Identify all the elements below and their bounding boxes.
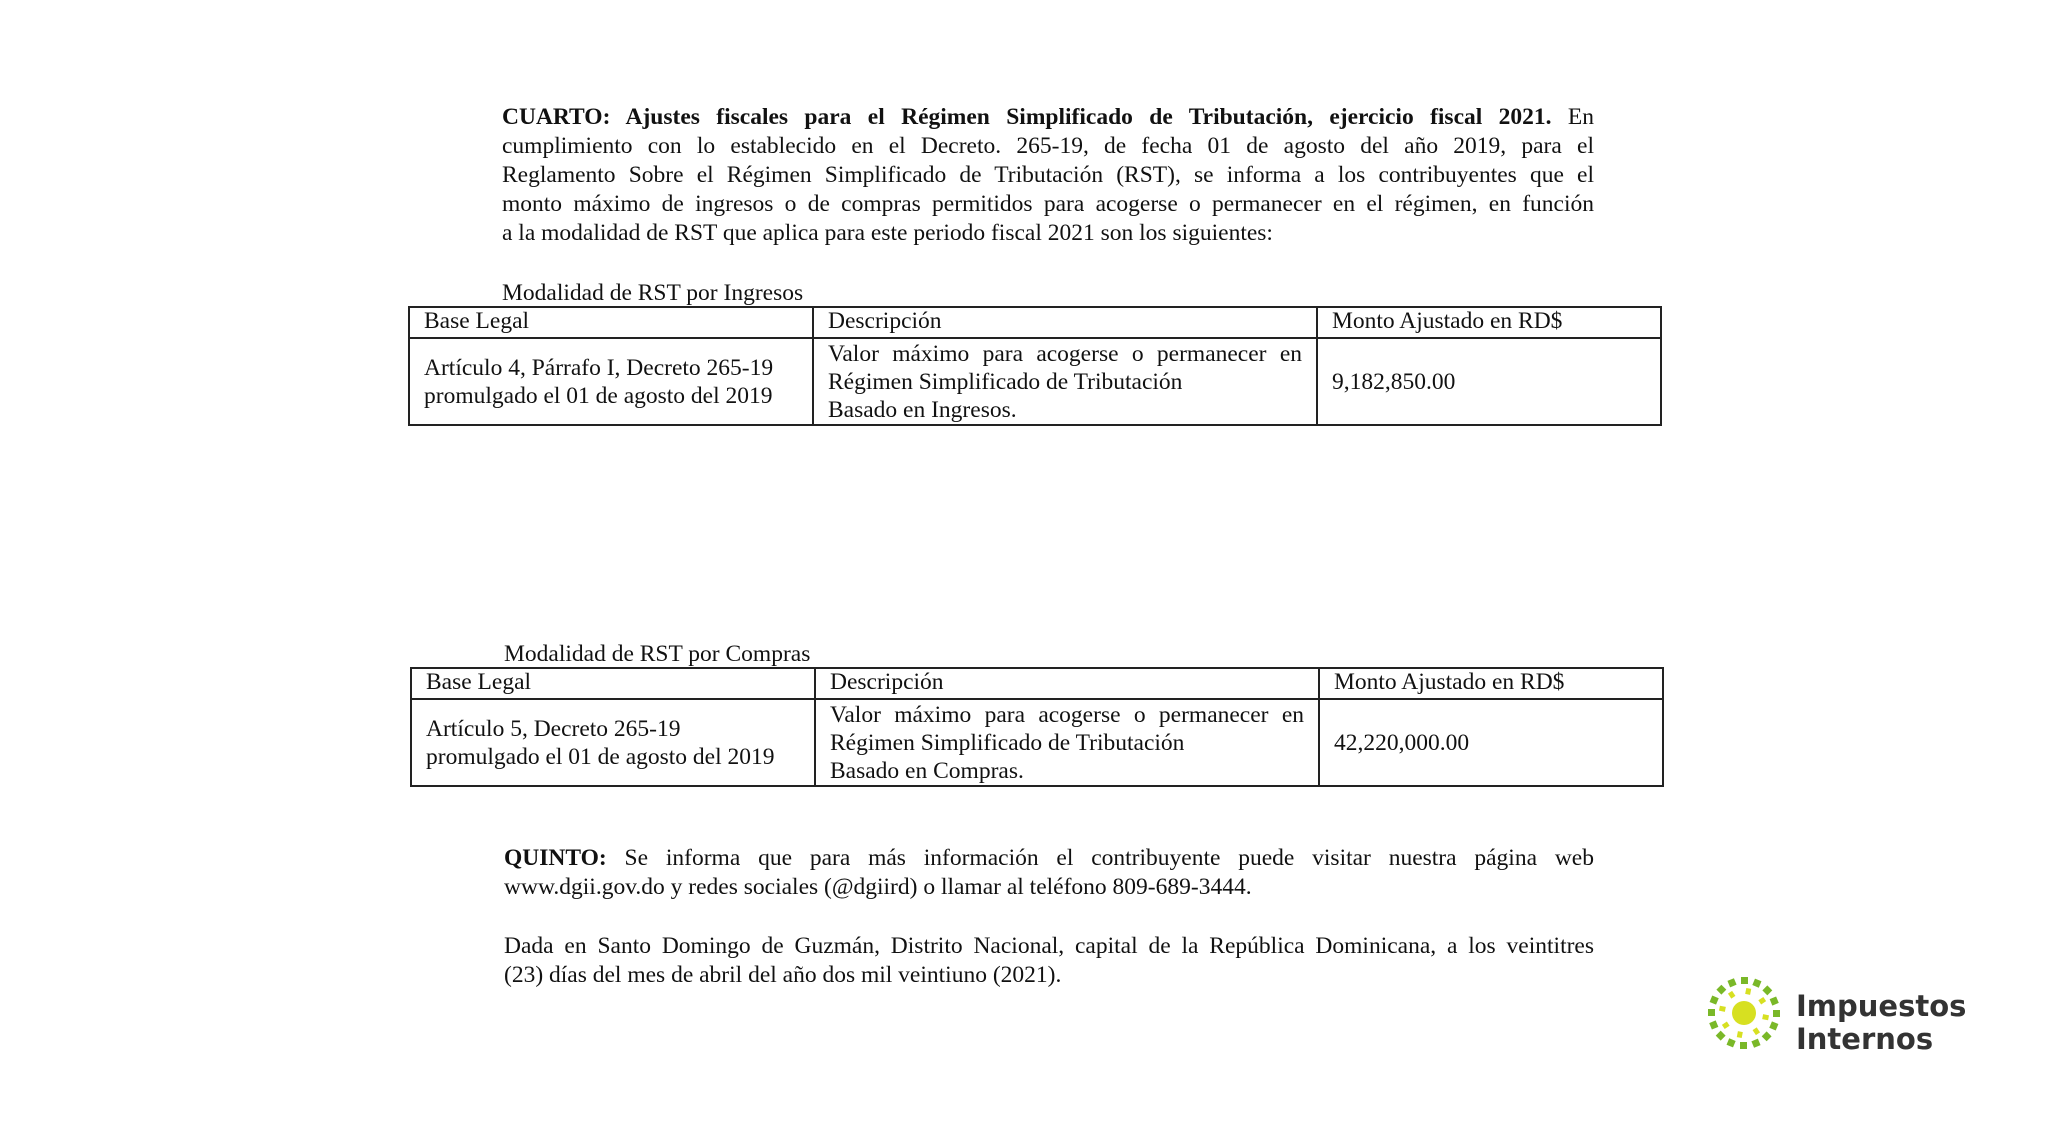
logo-line-2: Internos [1796,1022,1934,1056]
quinto-line-2: www.dgii.gov.do y redes sociales (@dgiird) o llamar al teléfono 809-689-3444. [504,874,1252,900]
logo-line-1: Impuestos [1796,989,1967,1023]
cuarto-line-2: cumplimiento con lo establecido en el Decreto. 265-19, de fecha 01 de agosto del año 2019, para el [502,133,1594,159]
header-base-legal: Base Legal [411,668,815,699]
descripcion-line-1: Valor máximo para acogerse o permanecer en [830,701,1304,728]
cell-descripcion [815,699,1319,786]
dada-line-2: (23) días del mes de abril del año dos mil veintiuno (2021). [504,962,1062,988]
impuestos-internos-logo-icon [1706,973,1796,1053]
table-row [409,338,1661,425]
table-header-row [409,307,1661,338]
dada-paragraph [504,932,1594,990]
descripcion-line-2: Régimen Simplificado de Tributación [830,729,1185,756]
header-base-legal: Base Legal [409,307,813,338]
base-legal-line-2: promulgado el 01 de agosto del 2019 [426,743,775,770]
quinto-paragraph [504,844,1594,902]
cuarto-line-5: a la modalidad de RST que aplica para este periodo fiscal 2021 son los siguientes: [502,220,1273,246]
cuarto-paragraph [502,103,1594,248]
logo-wordmark [1796,990,1966,1056]
descripcion-line-3: Basado en Compras. [830,757,1024,784]
base-legal-line-2: promulgado el 01 de agosto del 2019 [424,382,773,409]
cuarto-line-1 [502,103,1594,132]
header-monto: Monto Ajustado en RD$ [1317,307,1661,338]
descripcion-line-3: Basado en Ingresos. [828,396,1017,423]
table-ingresos [408,306,1662,426]
table-ingresos-caption: Modalidad de RST por Ingresos [502,280,804,306]
table-row [411,699,1663,786]
table-header-row [411,668,1663,699]
cuarto-heading: CUARTO: Ajustes fiscales para el Régimen Simplificado de Tributación, ejercicio fiscal 2021. [502,104,1552,130]
cuarto-line-4: monto máximo de ingresos o de compras permitidos para acogerse o permanecer en el régimen, en función [502,191,1594,217]
cuarto-line-1-rest: En [1551,104,1595,130]
descripcion-line-1: Valor máximo para acogerse o permanecer en [828,340,1302,367]
base-legal-line-1: Artículo 5, Decreto 265-19 [426,715,681,742]
logo-sun-center [1732,1001,1756,1025]
table-compras-caption: Modalidad de RST por Compras [504,641,811,667]
cuarto-line-3: Reglamento Sobre el Régimen Simplificado de Tributación (RST), se informa a los contribuyentes que el [502,162,1594,188]
quinto-line-1 [504,844,1594,873]
descripcion-line-2: Régimen Simplificado de Tributación [828,368,1183,395]
quinto-line-1-rest: Se informa que para más información el contribuyente puede visitar nuestra página web [606,845,1594,871]
header-descripcion: Descripción [815,668,1319,699]
base-legal-line-1: Artículo 4, Párrafo I, Decreto 265-19 [424,354,774,381]
cell-base-legal [409,338,813,425]
table-compras [410,667,1664,787]
dada-line-1: Dada en Santo Domingo de Guzmán, Distrito Nacional, capital de la República Dominicana, a los veintitres [504,933,1594,959]
cell-descripcion [813,338,1317,425]
header-descripcion: Descripción [813,307,1317,338]
header-monto: Monto Ajustado en RD$ [1319,668,1663,699]
cell-monto: 42,220,000.00 [1319,699,1663,786]
quinto-heading: QUINTO: [504,845,607,871]
cell-base-legal [411,699,815,786]
cell-monto: 9,182,850.00 [1317,338,1661,425]
